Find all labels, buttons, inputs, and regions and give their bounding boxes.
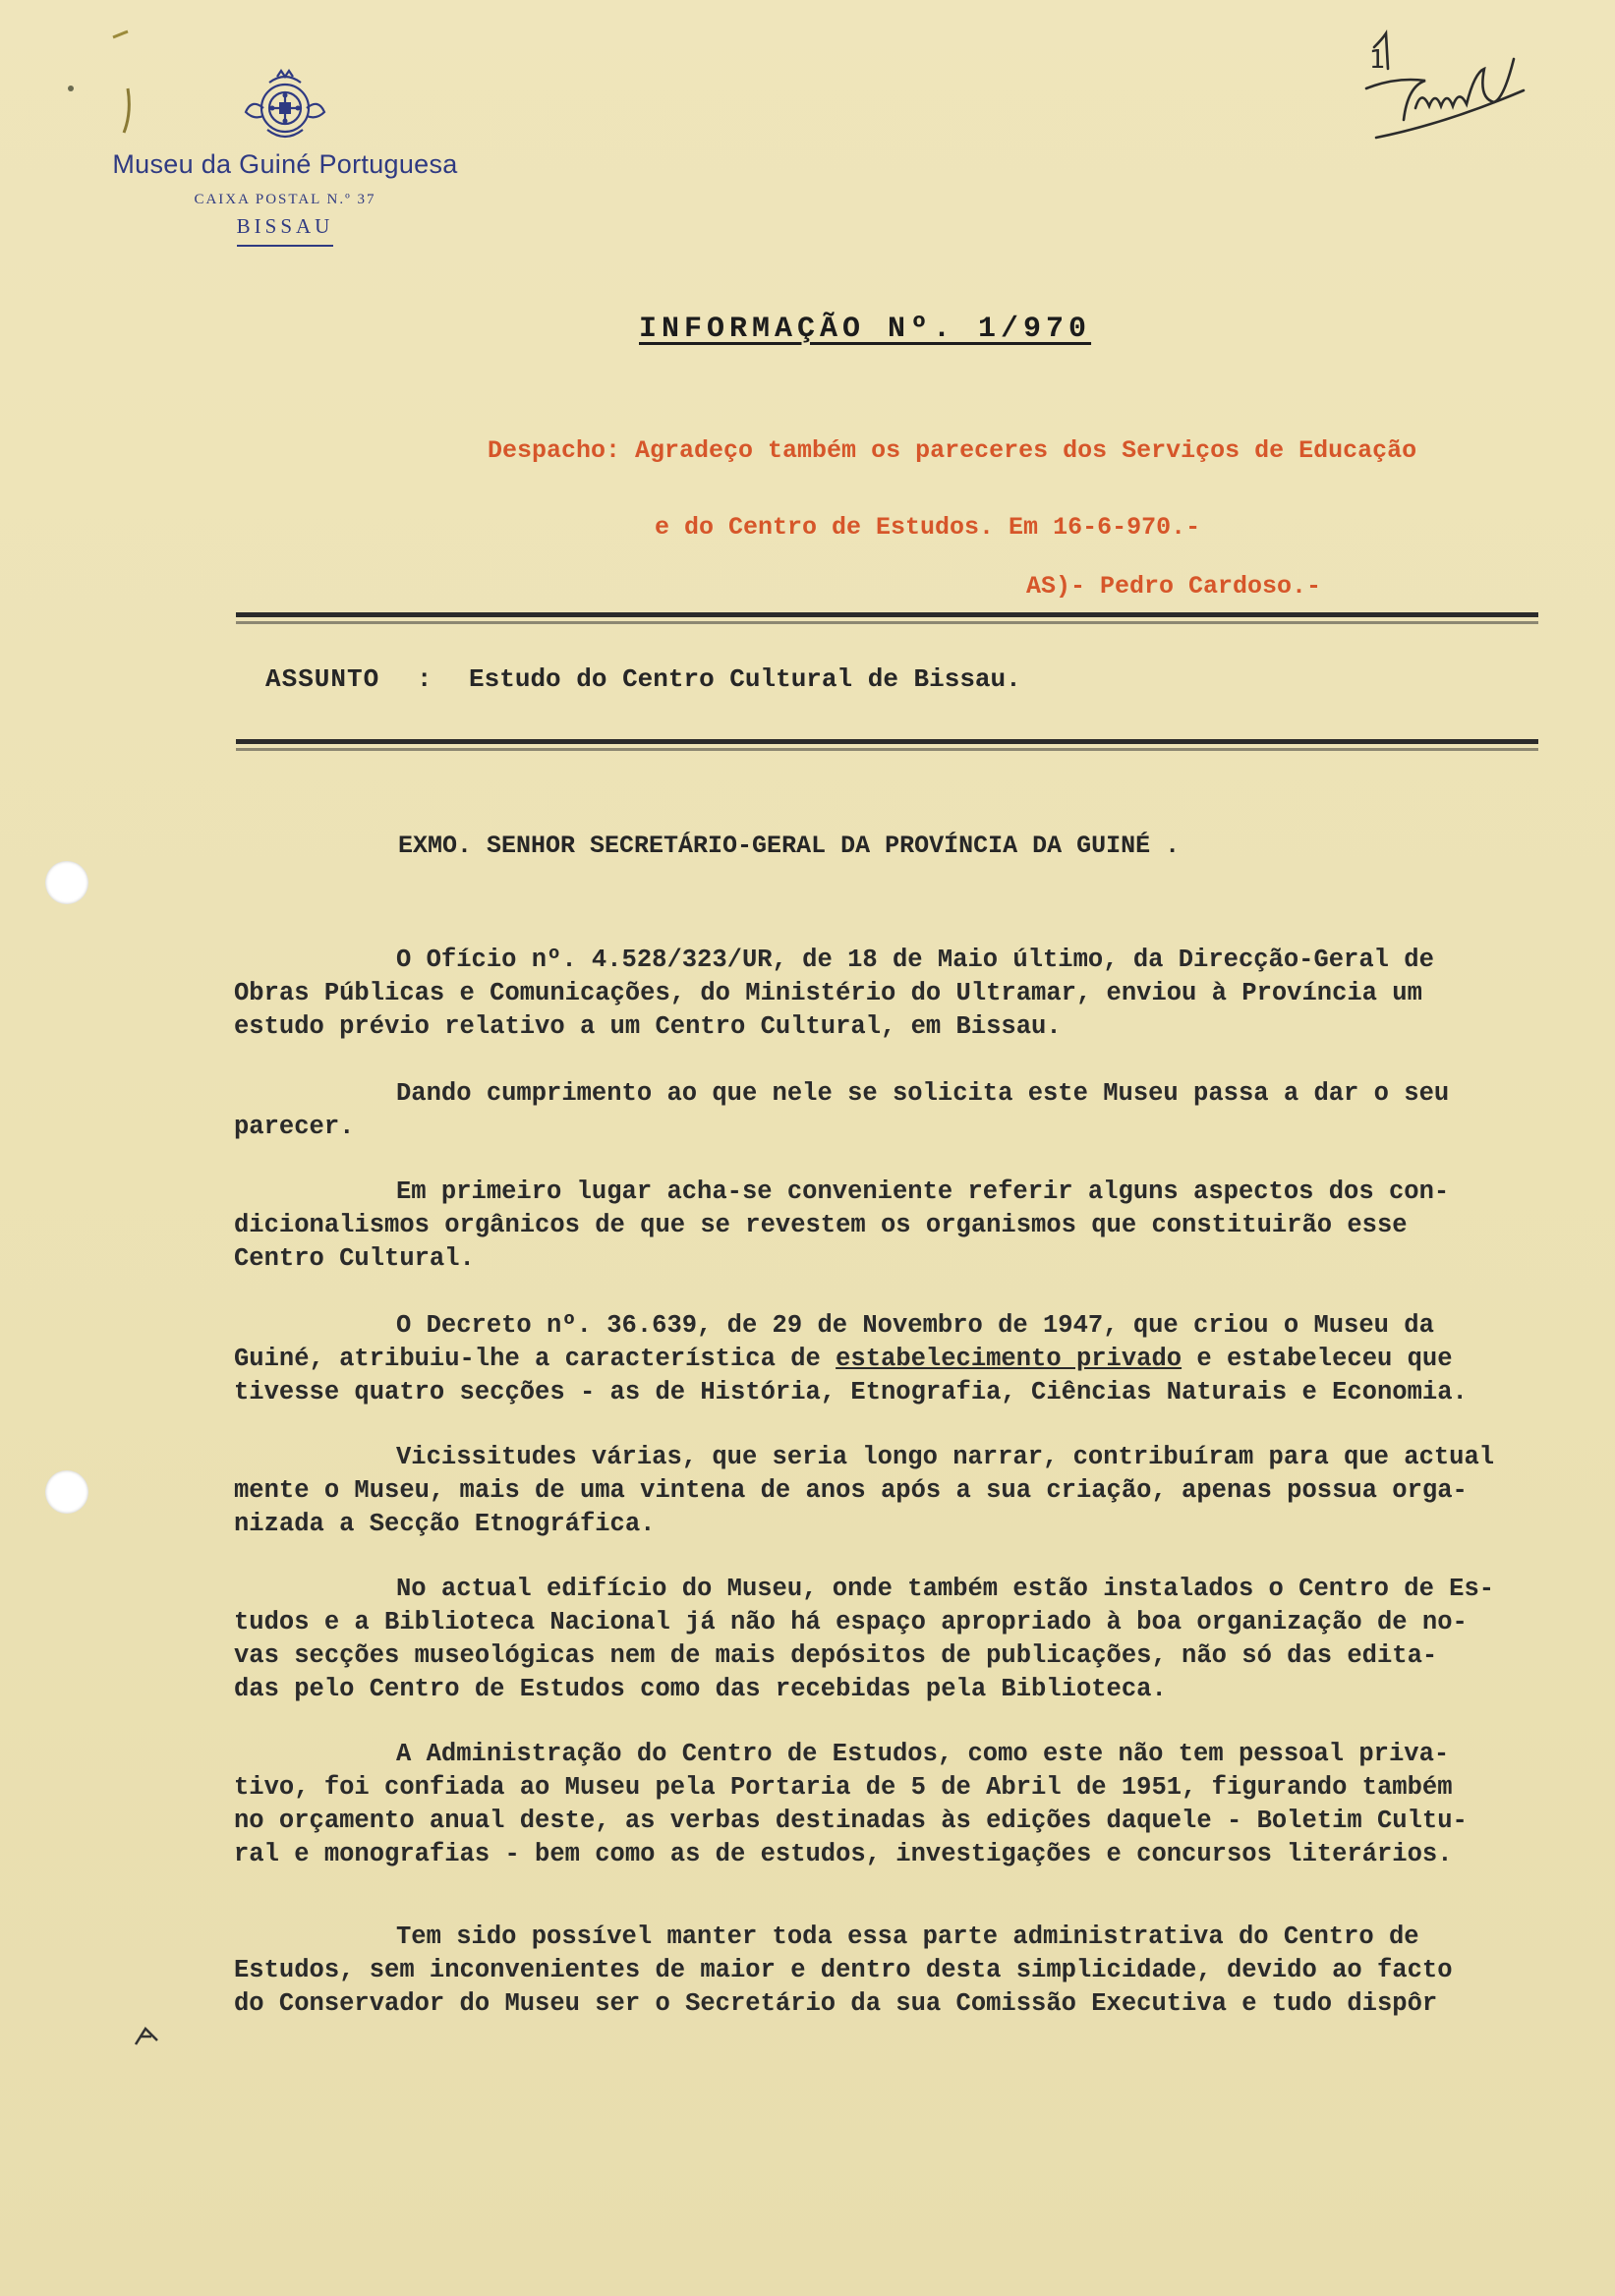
paragraph-line: No actual edifício do Museu, onde também estão instalados o Centro de Es- <box>396 1575 1495 1603</box>
paragraph-line: mente o Museu, mais de uma vintena de anos após a sua criação, apenas possua orga- <box>234 1476 1468 1505</box>
paragraph-line: do Conservador do Museu ser o Secretário da sua Comissão Executiva e tudo dispôr <box>234 1989 1438 2018</box>
paragraph-line: O Ofício nº. 4.528/323/UR, de 18 de Maio último, da Direcção-Geral de <box>396 946 1434 974</box>
paragraph-line: Em primeiro lugar acha-se conveniente referir alguns aspectos dos con- <box>396 1177 1450 1206</box>
paragraph-line: Estudos, sem inconvenientes de maior e dentro desta simplicidade, devido ao facto <box>234 1956 1453 1984</box>
paragraph-line: vas secções museológicas nem de mais depósitos de publicações, não só das edita- <box>234 1641 1438 1670</box>
paragraph-2 <box>234 1077 1541 1144</box>
despacho-line-1: Despacho: Agradeço também os pareceres dos Serviços de Educação <box>488 436 1417 465</box>
city: BISSAU <box>237 214 334 247</box>
underlined-phrase: estabelecimento privado <box>836 1345 1182 1373</box>
paragraph-5 <box>234 1441 1541 1541</box>
paragraph-line: Dando cumprimento ao que nele se solicita este Museu passa a dar o seu <box>396 1079 1450 1108</box>
paragraph-4 <box>234 1309 1541 1409</box>
paragraph-line: dicionalismos orgânicos de que se revestem os organismos que constituirão esse <box>234 1211 1408 1239</box>
coat-of-arms-icon <box>238 69 332 145</box>
paragraph-line: das pelo Centro de Estudos como das recebidas pela Biblioteca. <box>234 1675 1167 1703</box>
despacho-line-2: e do Centro de Estudos. Em 16-6-970.- <box>655 513 1201 542</box>
despacho-line-3: AS)- Pedro Cardoso.- <box>1026 572 1322 601</box>
rule-top <box>236 612 1538 617</box>
subject-label: ASSUNTO <box>265 664 380 694</box>
paragraph-line: Obras Públicas e Comunicações, do Ministério do Ultramar, enviou à Província um <box>234 979 1422 1007</box>
paragraph-8 <box>234 1921 1541 2021</box>
document-title: INFORMAÇÃO Nº. 1/970 <box>639 313 1092 346</box>
paragraph-line: estudo prévio relativo a um Centro Cultural, em Bissau. <box>234 1012 1062 1041</box>
ink-mark-bottom-left <box>132 2023 161 2048</box>
paragraph-6 <box>234 1573 1541 1706</box>
rule-bottom <box>236 739 1538 744</box>
paragraph-line: tivesse quatro secções - as de História, Etnografia, Ciências Naturais e Economia. <box>234 1378 1468 1406</box>
paragraph-line: no orçamento anual deste, as verbas destinadas às edições daquele - Boletim Cultu- <box>234 1807 1468 1835</box>
subject-line <box>265 664 1021 694</box>
handwritten-signature <box>1356 29 1553 147</box>
paragraph-3 <box>234 1176 1541 1276</box>
paragraph-line: ral e monografias - bem como as de estudos, investigações e concursos literários. <box>234 1840 1453 1868</box>
punch-hole-bottom <box>45 1470 88 1514</box>
paragraph-line: Tem sido possível manter toda essa parte administrativa do Centro de <box>396 1923 1419 1951</box>
subject-text: Estudo do Centro Cultural de Bissau. <box>469 664 1021 694</box>
paragraph-line: nizada a Secção Etnográfica. <box>234 1510 656 1538</box>
paragraph-line: tivo, foi confiada ao Museu pela Portaria de 5 de Abril de 1951, figurando também <box>234 1773 1453 1802</box>
paragraph-line: O Decreto nº. 36.639, de 29 de Novembro de 1947, que criou o Museu da <box>396 1311 1434 1340</box>
paragraph-line: parecer. <box>234 1113 355 1141</box>
paragraph-line: A Administração do Centro de Estudos, como este não tem pessoal priva- <box>396 1740 1450 1768</box>
po-box: CAIXA POSTAL N.º 37 <box>194 192 376 207</box>
paragraph-line-with-underline: Guiné, atribuiu-lhe a característica de estabelecimento privado e estabeleceu que <box>234 1345 1453 1373</box>
letterhead <box>79 69 491 247</box>
paragraph-line: tudos e a Biblioteca Nacional já não há espaço apropriado à boa organização de no- <box>234 1608 1468 1636</box>
museum-name: Museu da Guiné Portuguesa <box>112 149 458 179</box>
signature-number: 1 <box>1369 45 1386 75</box>
paragraph-line: Centro Cultural. <box>234 1244 475 1273</box>
paragraph-7 <box>234 1738 1541 1871</box>
rule-bottom-shadow <box>236 748 1538 751</box>
addressee: EXMO. SENHOR SECRETÁRIO-GERAL DA PROVÍNCIA DA GUINÉ . <box>398 832 1181 860</box>
rule-top-shadow <box>236 621 1538 624</box>
paragraph-line: Vicissitudes várias, que seria longo narrar, contribuíram para que actual <box>396 1443 1495 1471</box>
paragraph-1 <box>234 944 1541 1044</box>
punch-hole-top <box>45 861 88 904</box>
subject-separator: : <box>416 664 433 694</box>
